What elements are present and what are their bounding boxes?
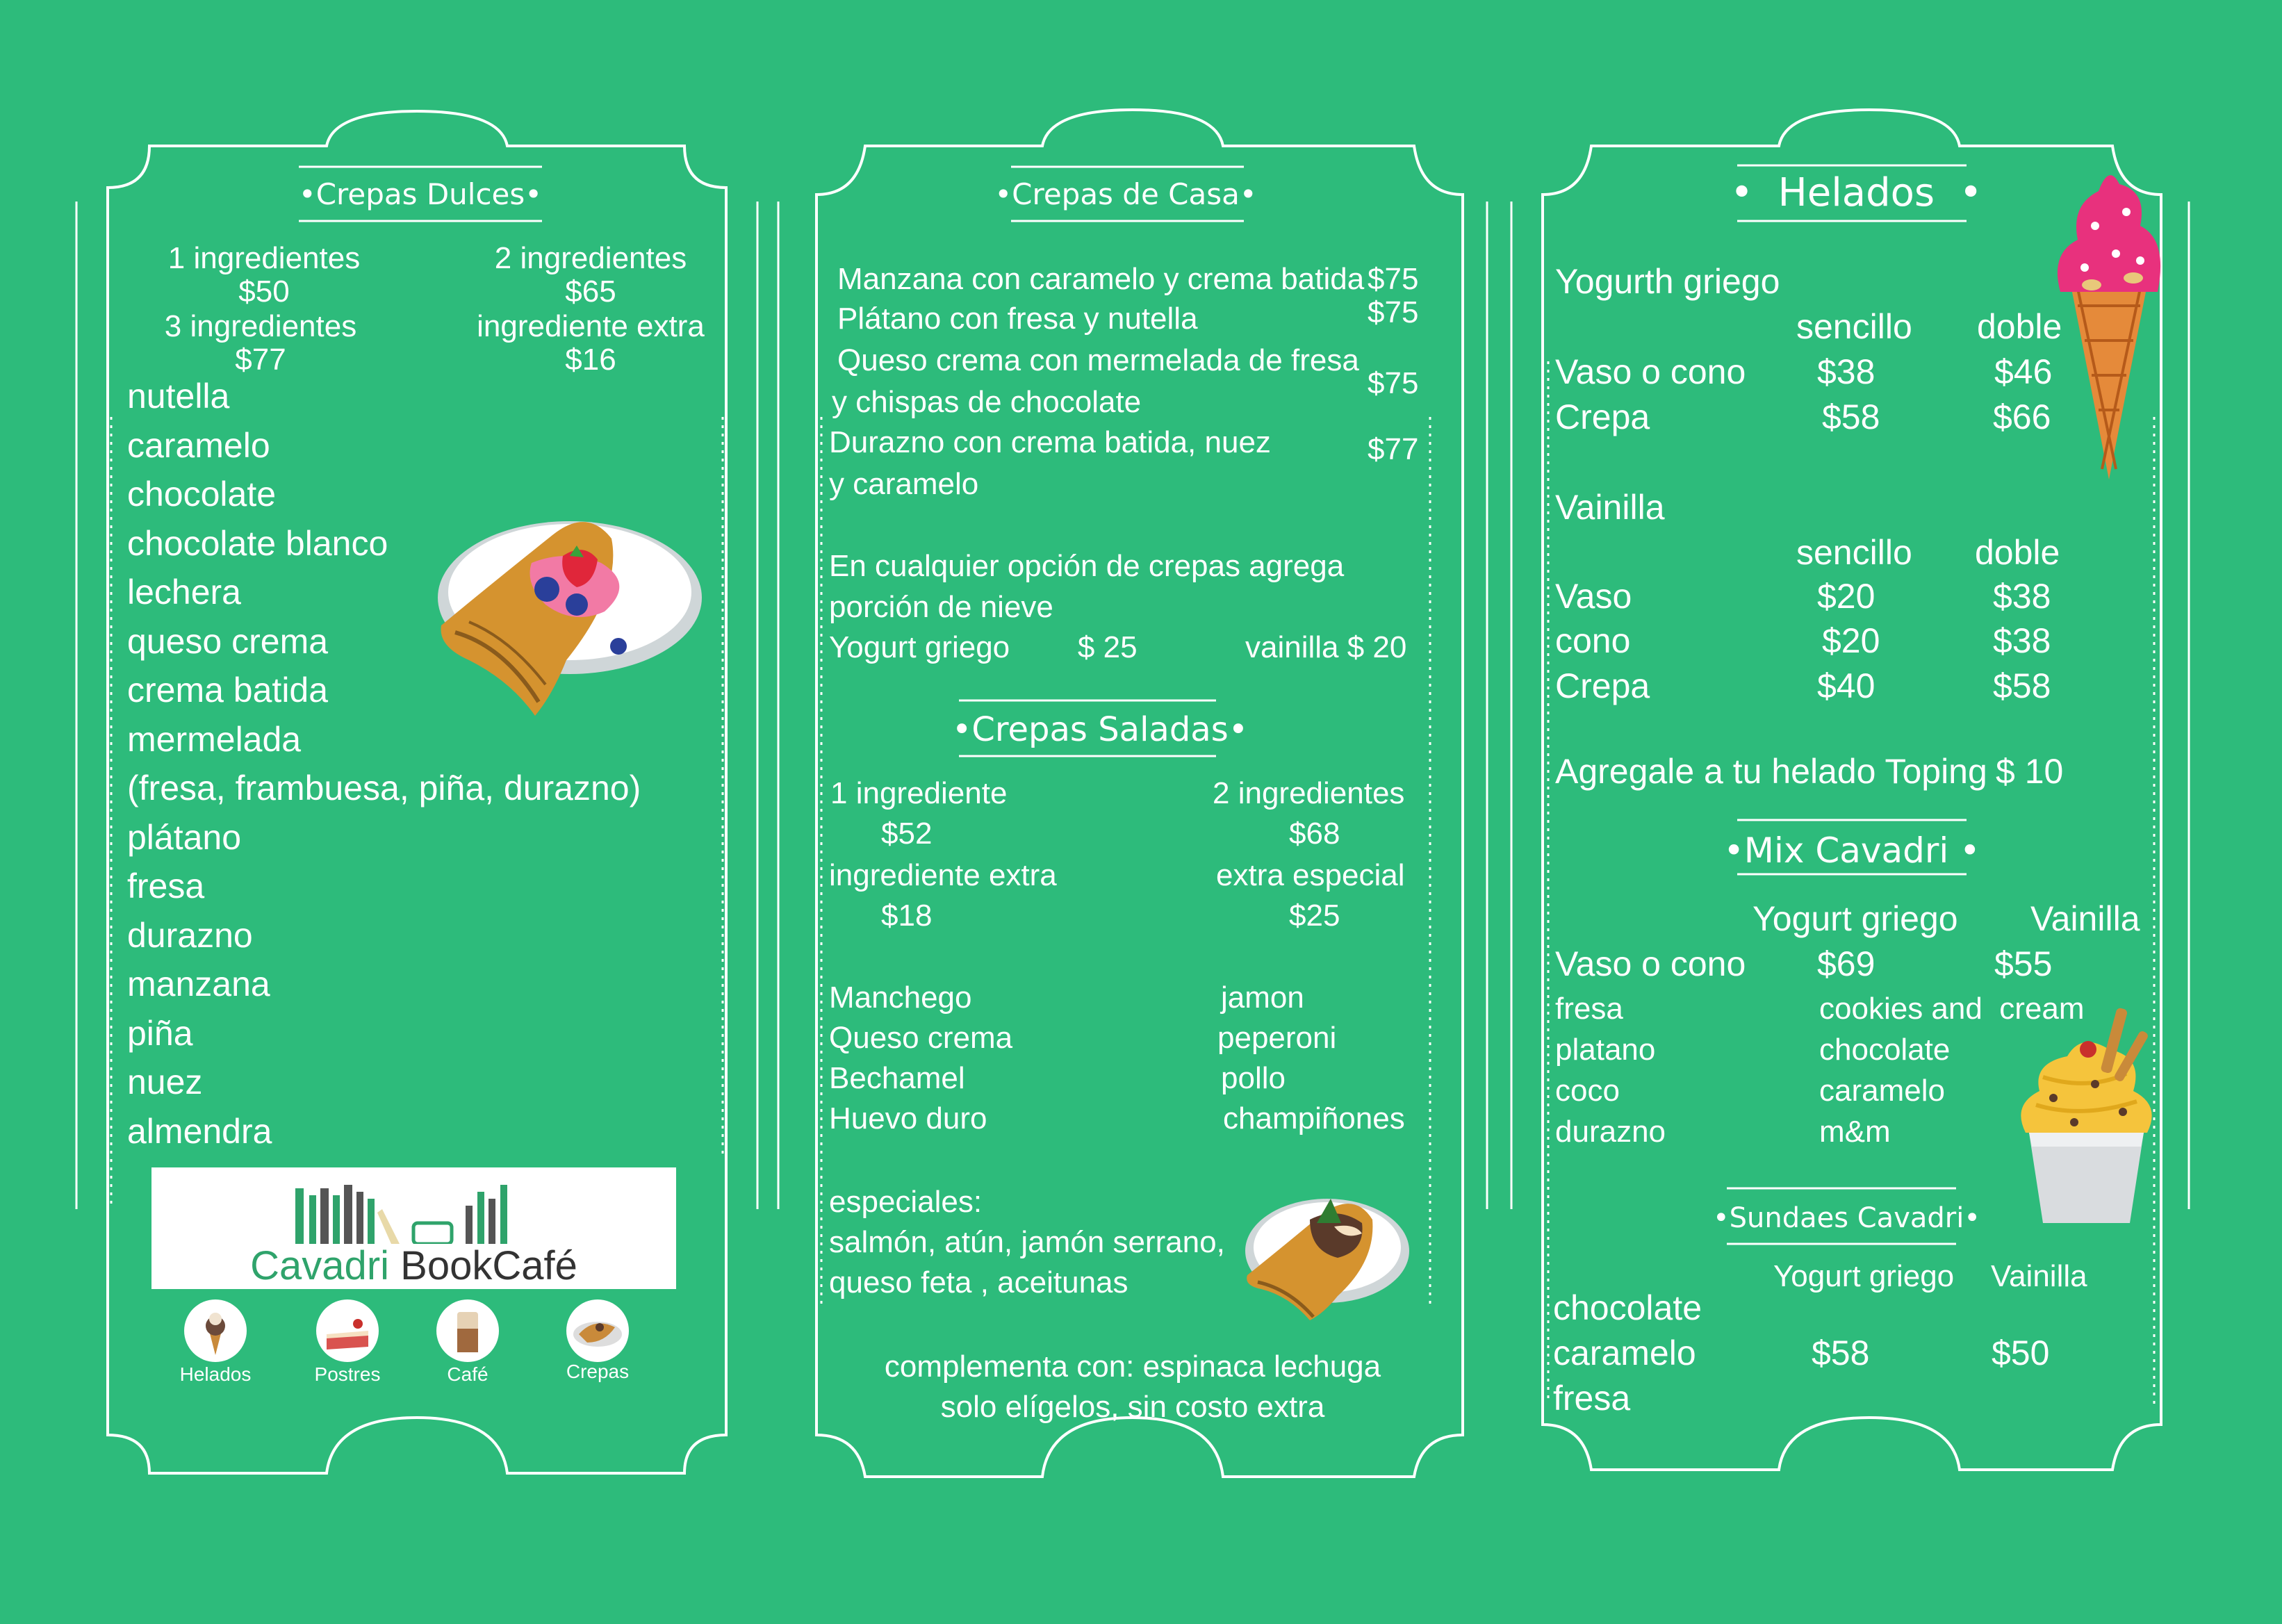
yogurth-row-2-name: Crepa [1555, 397, 1650, 436]
casa-note-2: porción de nieve [829, 590, 1053, 624]
casa-item-2: Plátano con fresa y nutella [837, 302, 1198, 336]
casa-item-4-price: $77 [1368, 432, 1419, 466]
crepe-dessert-illustration [1240, 1192, 1411, 1324]
vainilla-row-1-sencillo: $20 [1817, 577, 1875, 616]
ice-cream-icon [184, 1299, 247, 1362]
vainilla-row-3-name: Crepa [1555, 666, 1650, 705]
especiales-line-2: queso feta , aceitunas [829, 1265, 1128, 1299]
mix-title: •Mix Cavadri • [1723, 830, 1980, 871]
yogurth-col-sencillo: sencillo [1796, 307, 1912, 346]
saladas-opt2-label: 2 ingredientes [1213, 776, 1405, 810]
coffee-icon [436, 1299, 499, 1362]
cavadri-logo [151, 1167, 676, 1289]
casa-item-1: Manzana con caramelo y crema batida [837, 262, 1365, 296]
saladas-opt2-price: $68 [1289, 817, 1340, 851]
dulces-opt4-price: $16 [565, 343, 616, 377]
dulces-opt1-price: $50 [238, 274, 290, 309]
yogurth-row-1-name: Vaso o cono [1555, 352, 1746, 391]
casa-note-1: En cualquier opción de crepas agrega [829, 549, 1345, 583]
list-item: piña [127, 1013, 193, 1053]
sundae-cup-illustration [2012, 1001, 2161, 1230]
sundaes-col-vainilla: Vainilla [1991, 1259, 2087, 1293]
saladas-opt3-price: $18 [881, 899, 933, 933]
mix-right-3: caramelo [1819, 1074, 1945, 1108]
dulces-opt2-label: 2 ingredientes [494, 241, 687, 275]
brand-name [151, 1242, 676, 1289]
toping-price: $ 10 [1996, 752, 2064, 791]
complementa-line-1: complementa con: espinaca lechuga [884, 1350, 1381, 1384]
saladas-left-4: Huevo duro [829, 1101, 987, 1135]
mix-row-price-yogurt: $69 [1817, 944, 1875, 983]
saladas-left-1: Manchego [829, 981, 972, 1015]
casa-item-3-price: $75 [1368, 366, 1419, 400]
dulces-opt3-label: 3 ingredientes [164, 309, 357, 343]
saladas-opt4-label: extra especial [1216, 858, 1405, 892]
icon-label-crepas: Crepas [566, 1361, 630, 1382]
especiales-line-1: salmón, atún, jamón serrano, [829, 1225, 1225, 1259]
vainilla-col-doble: doble [1975, 533, 2060, 572]
sundaes-item-3: fresa [1553, 1379, 1631, 1418]
casa-item-3-line2: y chispas de chocolate [832, 385, 1142, 419]
crepe-icon [566, 1299, 629, 1362]
saladas-left-2: Queso crema [829, 1021, 1013, 1055]
casa-vainilla-price: vainilla $ 20 [1245, 630, 1407, 664]
mix-left-3: coco [1555, 1074, 1620, 1108]
crepe-plate-illustration [427, 507, 705, 723]
cake-icon [316, 1299, 379, 1362]
list-item: nutella [127, 377, 230, 416]
list-item: plátano [127, 817, 242, 857]
saladas-right-2: peperoni [1217, 1021, 1337, 1055]
casa-item-4: Durazno con crema batida, nuez [829, 425, 1271, 459]
list-item: queso crema [127, 621, 329, 661]
list-item: nuez [127, 1063, 203, 1101]
yogurth-title: Yogurth griego [1555, 262, 1780, 301]
icon-label-cafe: Café [447, 1363, 489, 1385]
mix-right-2: chocolate [1819, 1033, 1951, 1067]
mix-left-1: fresa [1555, 992, 1623, 1026]
list-item: lechera [127, 573, 241, 612]
vainilla-col-sencillo: sencillo [1796, 533, 1912, 572]
vainilla-row-2-doble: $38 [1993, 621, 2051, 660]
vainilla-row-1-name: Vaso [1555, 577, 1632, 616]
vainilla-row-3-sencillo: $40 [1817, 666, 1875, 705]
casa-item-3: Queso crema con mermelada de fresa [837, 343, 1359, 377]
saladas-right-4: champiñones [1223, 1101, 1405, 1135]
books-icon [295, 1185, 532, 1244]
yogurth-row-2-doble: $66 [1993, 397, 2051, 436]
saladas-right-1: jamon [1221, 981, 1304, 1015]
mix-col-yogurt: Yogurt griego [1752, 899, 1958, 938]
sundaes-price-yogurt: $58 [1812, 1334, 1870, 1372]
brand-name-cavadri: Cavadri [250, 1243, 390, 1288]
sundaes-item-1: chocolate [1553, 1288, 1702, 1327]
vainilla-row-2-sencillo: $20 [1822, 621, 1880, 660]
saladas-opt3-label: ingrediente extra [829, 858, 1057, 892]
saladas-opt4-price: $25 [1289, 899, 1340, 933]
toping-label: Agregale a tu helado Toping [1555, 752, 1987, 791]
list-item: chocolate [127, 475, 277, 514]
sundaes-col-yogurt: Yogurt griego [1773, 1259, 1955, 1293]
dulces-opt2-price: $65 [565, 274, 616, 309]
sundaes-title: •Sundaes Cavadri• [1713, 1202, 1980, 1234]
saladas-opt1-label: 1 ingrediente [830, 776, 1008, 810]
casa-title: •Crepas de Casa• [994, 177, 1257, 211]
mix-row-price-vainilla: $55 [1994, 944, 2053, 983]
list-item: almendra [127, 1111, 272, 1151]
ice-cream-cone-illustration [2050, 163, 2168, 483]
casa-item-4-line2: y caramelo [829, 467, 979, 501]
list-item: manzana [127, 965, 270, 1003]
list-item: chocolate blanco [127, 523, 388, 563]
yogurth-row-2-sencillo: $58 [1822, 397, 1880, 436]
dulces-opt4-label: ingrediente extra [477, 309, 705, 343]
sundaes-item-2: caramelo [1553, 1334, 1696, 1372]
dulces-opt3-price: $77 [235, 343, 286, 377]
casa-yogurt-price: Yogurt griego $ 25 [829, 630, 1138, 664]
icon-label-postres: Postres [314, 1363, 381, 1385]
mix-left-2: platano [1555, 1033, 1656, 1067]
list-item: durazno [127, 915, 253, 955]
mix-right-4: m&m [1819, 1115, 1891, 1149]
casa-item-2-price: $75 [1368, 295, 1419, 329]
casa-item-1-price: $75 [1368, 262, 1419, 296]
especiales-title: especiales: [829, 1185, 983, 1219]
saladas-right-3: pollo [1221, 1061, 1286, 1095]
list-item: (fresa, frambuesa, piña, durazno) [127, 769, 641, 807]
dulces-ingredient-list [127, 372, 641, 1156]
brand-name-bookcafe: BookCafé [389, 1243, 577, 1288]
saladas-left-3: Bechamel [829, 1061, 965, 1095]
vainilla-title: Vainilla [1555, 488, 1665, 527]
yogurth-row-1-doble: $46 [1994, 352, 2053, 391]
list-item: crema batida [127, 671, 329, 710]
vainilla-row-2-name: cono [1555, 621, 1631, 660]
icon-label-helados: Helados [179, 1363, 252, 1385]
list-item: mermelada [127, 719, 302, 759]
saladas-opt1-price: $52 [881, 817, 933, 851]
mix-left-4: durazno [1555, 1115, 1666, 1149]
mix-row-name: Vaso o cono [1555, 944, 1746, 983]
list-item: caramelo [127, 425, 270, 465]
mix-col-vainilla: Vainilla [2030, 899, 2140, 938]
sundaes-price-vainilla: $50 [1992, 1334, 2050, 1372]
saladas-title: •Crepas Saladas• [952, 710, 1249, 749]
mix-right-1: cookies and cream [1819, 992, 2085, 1026]
dulces-title: •Crepas Dulces• [298, 177, 543, 211]
list-item: fresa [127, 867, 205, 905]
helados-title: • Helados • [1730, 170, 1983, 215]
dulces-opt1-label: 1 ingredientes [167, 241, 361, 275]
complementa-line-2: solo elígelos, sin costo extra [940, 1390, 1325, 1424]
yogurth-row-1-sencillo: $38 [1817, 352, 1875, 391]
vainilla-row-1-doble: $38 [1993, 577, 2051, 616]
yogurth-col-doble: doble [1977, 307, 2062, 346]
vainilla-row-3-doble: $58 [1993, 666, 2051, 705]
